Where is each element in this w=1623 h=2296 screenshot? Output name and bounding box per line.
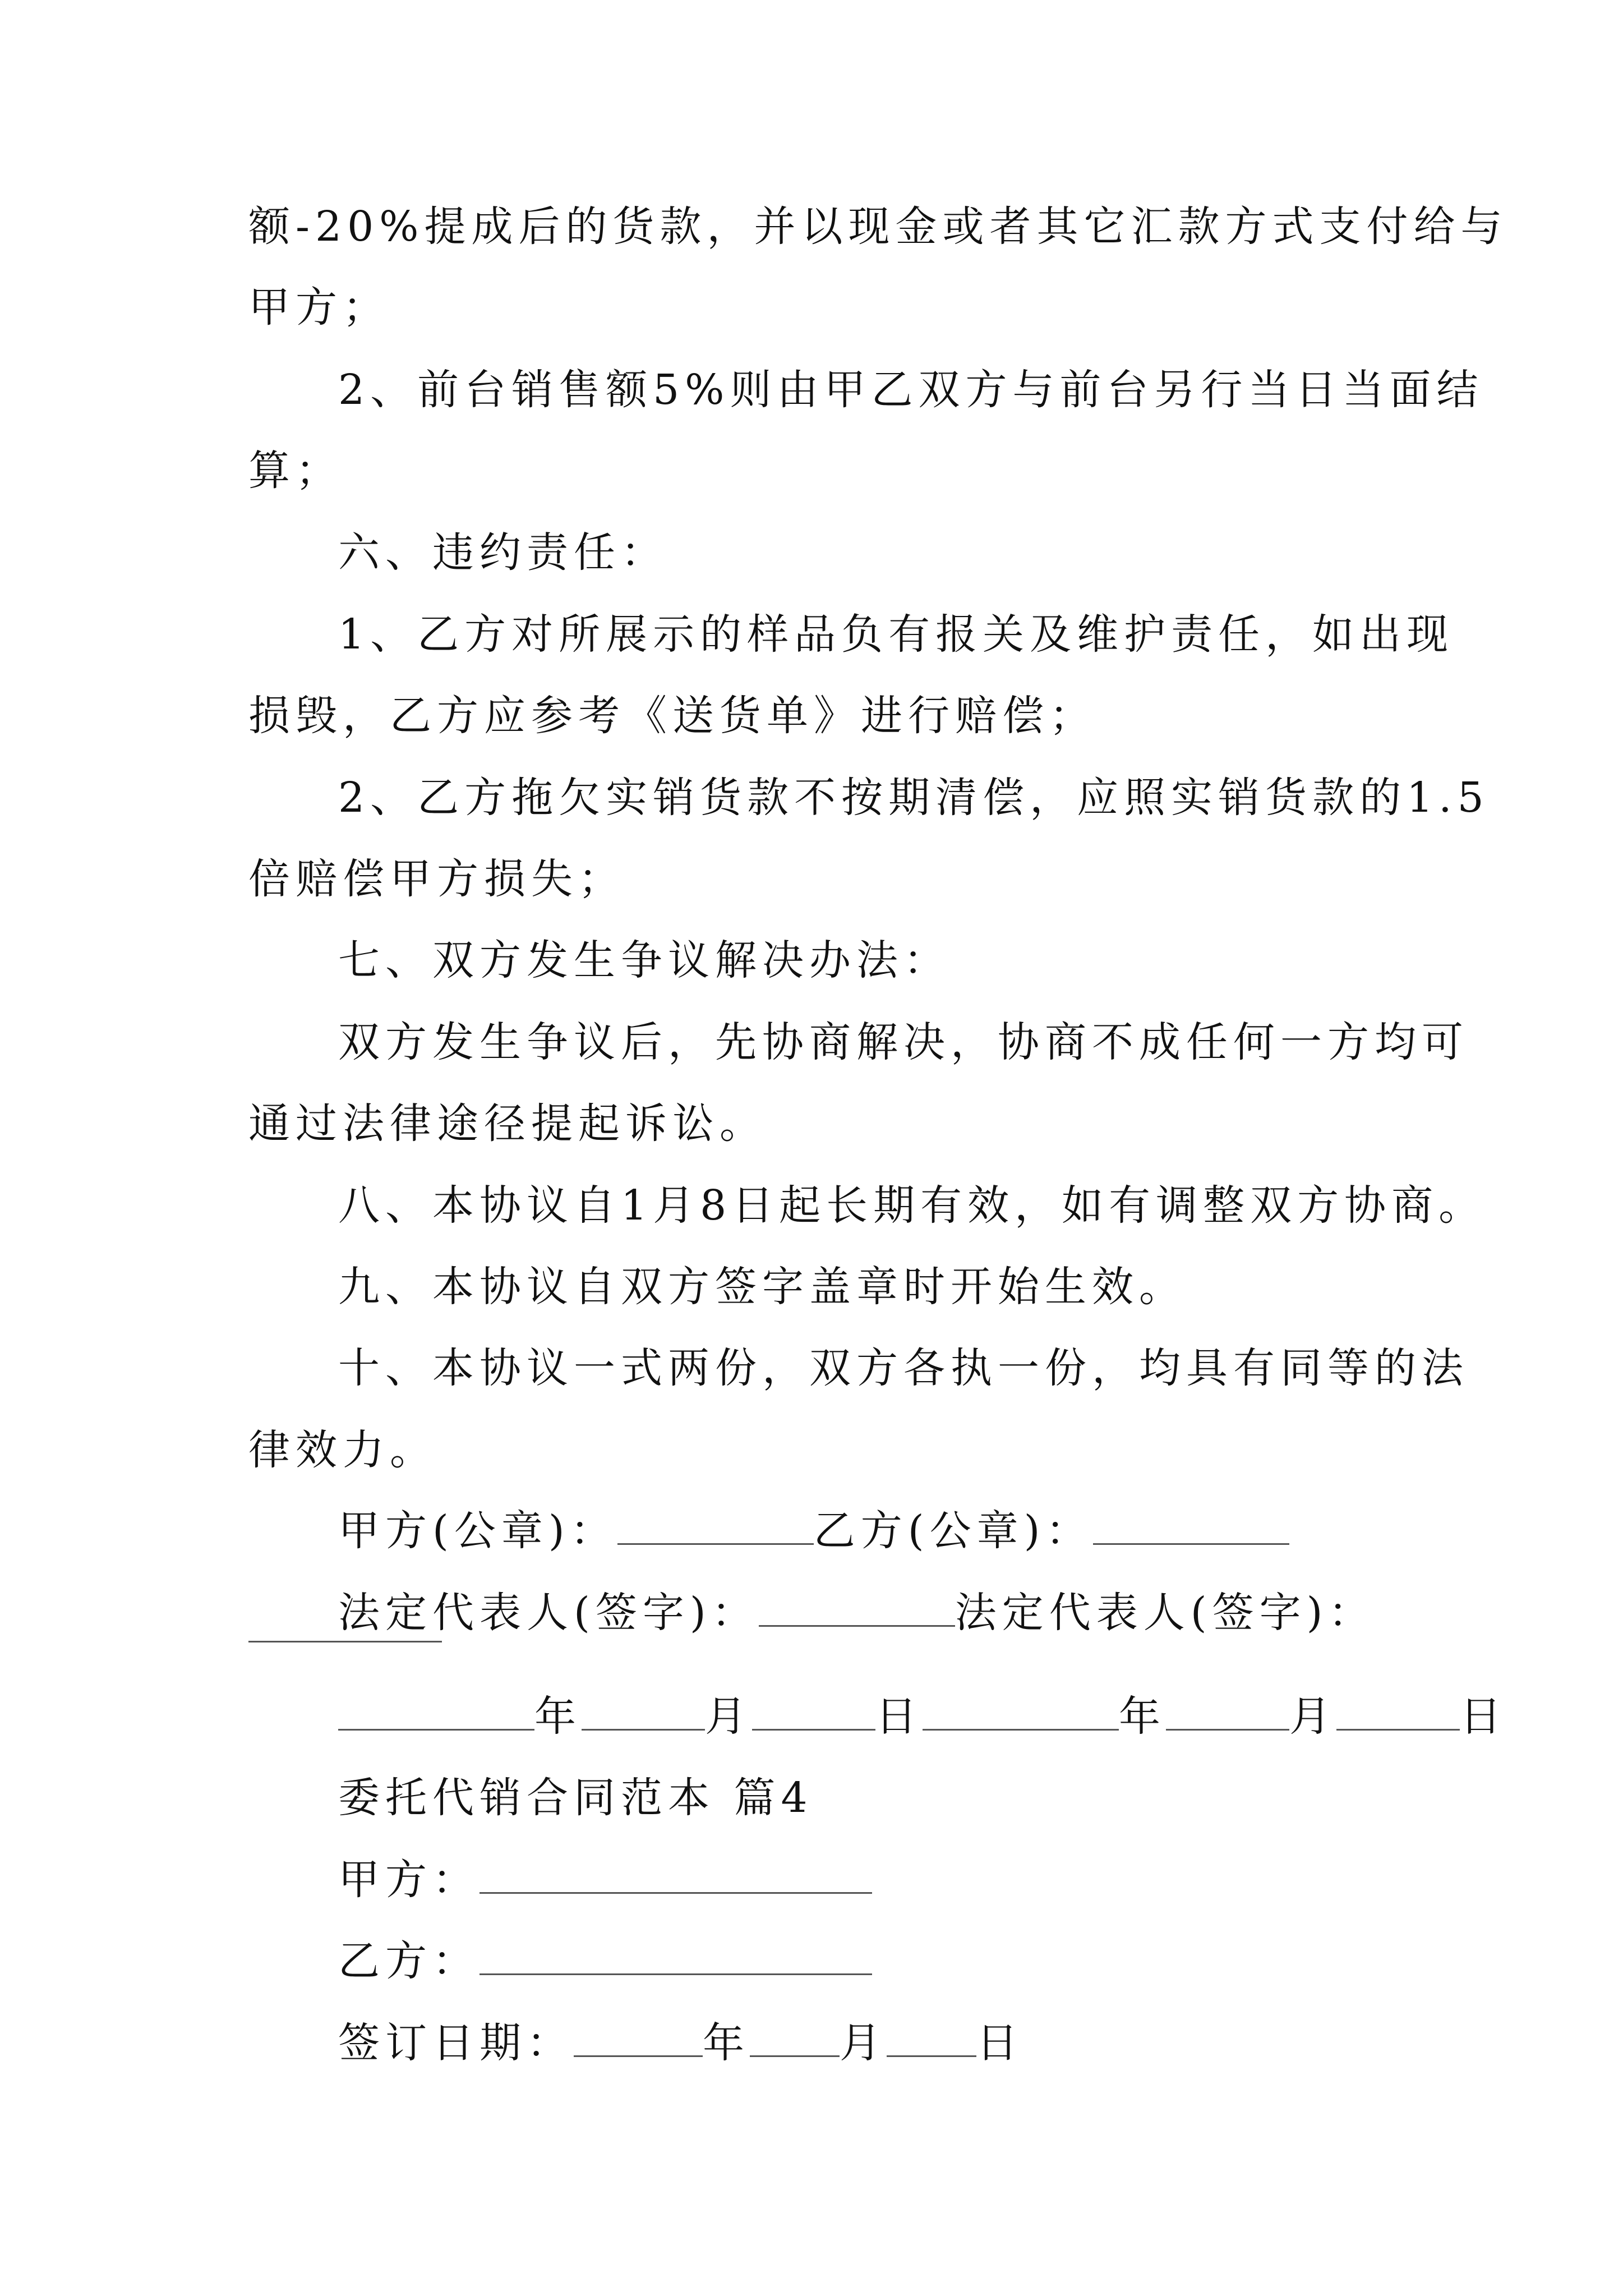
body-line: 律效力。 xyxy=(248,1426,437,1474)
date-a-day-blank[interactable] xyxy=(752,1690,875,1731)
date-a-month-blank[interactable] xyxy=(582,1690,705,1731)
party-a-label: 甲方： xyxy=(338,1856,479,1904)
day-label: 日 xyxy=(1460,1692,1507,1741)
sign-month-label: 月 xyxy=(840,2019,887,2067)
body-line: 1、乙方对所展示的样品负有报关及维护责任，如出现 xyxy=(338,610,1454,659)
party-a-blank[interactable] xyxy=(479,1853,872,1894)
body-line: 损毁，乙方应参考《送货单》进行赔偿； xyxy=(248,692,1096,740)
sign-month-blank[interactable] xyxy=(750,2016,840,2057)
sign-date-label: 签订日期： xyxy=(338,2019,574,2067)
party-b-seal-blank[interactable] xyxy=(1093,1504,1289,1545)
date-b-year-blank[interactable] xyxy=(923,1690,1119,1731)
body-line: 八、本协议自1月8日起长期有效，如有调整双方协商。 xyxy=(338,1181,1486,1230)
party-b-row xyxy=(338,1930,872,1992)
sign-year-blank[interactable] xyxy=(574,2016,703,2057)
body-line: 九、本协议自双方签字盖章时开始生效。 xyxy=(338,1263,1186,1311)
body-line: 额-20%提成后的货款，并以现金或者其它汇款方式支付给与 xyxy=(248,203,1508,251)
legal-rep-a-label: 法定代表人(签字)： xyxy=(338,1589,759,1637)
party-b-label: 乙方： xyxy=(338,1937,479,1985)
body-line: 倍赔偿甲方损失； xyxy=(248,855,625,903)
day-label: 日 xyxy=(875,1692,923,1741)
date-row xyxy=(338,1686,1507,1747)
legal-rep-b-blank[interactable] xyxy=(248,1641,442,1642)
body-line: 2、前台销售额5%则由甲乙双方与前台另行当日当面结 xyxy=(338,366,1484,414)
sign-day-blank[interactable] xyxy=(887,2016,976,2057)
date-b-month-blank[interactable] xyxy=(1166,1690,1289,1731)
body-line: 十、本协议一式两份，双方各执一份，均具有同等的法 xyxy=(338,1344,1469,1392)
body-line: 甲方； xyxy=(248,283,390,332)
seal-row xyxy=(338,1500,1289,1562)
party-a-seal-blank[interactable] xyxy=(617,1504,814,1545)
body-line: 算； xyxy=(248,447,343,495)
party-b-blank[interactable] xyxy=(479,1934,872,1975)
party-b-seal-label: 乙方(公章)： xyxy=(813,1507,1093,1555)
party-a-seal-label: 甲方(公章)： xyxy=(338,1507,617,1555)
body-line: 双方发生争议后，先协商解决，协商不成任何一方均可 xyxy=(338,1018,1469,1066)
year-label: 年 xyxy=(1119,1692,1166,1741)
year-label: 年 xyxy=(534,1692,582,1741)
date-b-day-blank[interactable] xyxy=(1336,1690,1460,1731)
legal-rep-b-label: 法定代表人(签字)： xyxy=(955,1589,1376,1637)
party-a-row xyxy=(338,1849,872,1911)
sign-date-row xyxy=(338,2012,1023,2074)
month-label: 月 xyxy=(1289,1692,1336,1741)
sign-year-label: 年 xyxy=(703,2019,750,2067)
section-heading: 六、违约责任： xyxy=(338,528,668,577)
section-heading: 七、双方发生争议解决办法： xyxy=(338,936,951,984)
month-label: 月 xyxy=(705,1692,752,1741)
legal-rep-row xyxy=(338,1582,1376,1644)
body-line: 2、乙方拖欠实销货款不按期清偿，应照实销货款的1.5 xyxy=(338,774,1490,822)
body-line: 通过法律途径提起诉讼。 xyxy=(248,1099,767,1148)
legal-rep-a-blank[interactable] xyxy=(759,1586,955,1627)
sign-day-label: 日 xyxy=(976,2019,1023,2067)
date-a-year-blank[interactable] xyxy=(338,1690,534,1731)
section-title: 委托代销合同范本 篇4 xyxy=(338,1774,813,1822)
